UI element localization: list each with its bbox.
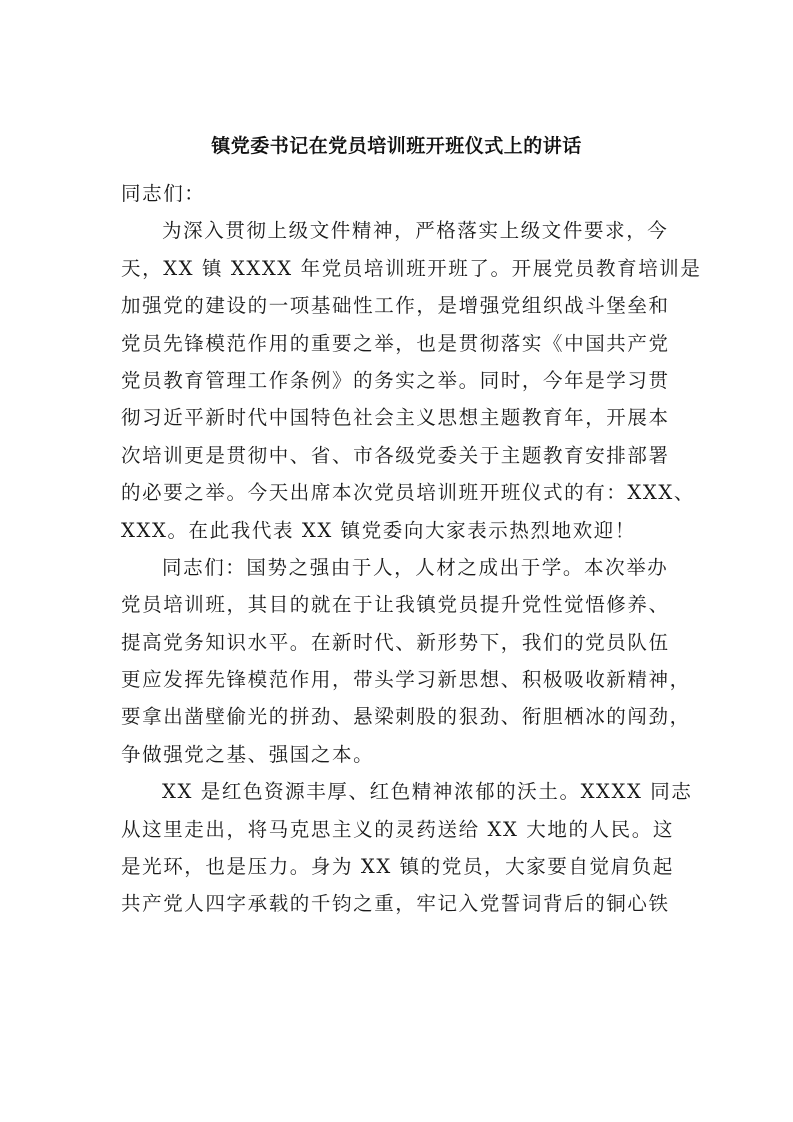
text-line: 天，XX 镇 XXXX 年党员培训班开班了。开展党员教育培训是	[121, 256, 702, 280]
text-line: 加强党的建设的一项基础性工作，是增强党组织战斗堡垒和	[121, 294, 670, 318]
text-line: 更应发挥先锋模范作用，带头学习新思想、积极吸收新精神，	[121, 668, 691, 692]
text-line: 从这里走出，将马克思主义的灵药送给 XX 大地的人民。这	[121, 817, 674, 841]
text-line: 提高党务知识水平。在新时代、新形势下，我们的党员队伍	[121, 630, 670, 654]
text-line: 是光环，也是压力。身为 XX 镇的党员，大家要自觉肩负起	[121, 855, 674, 879]
text-line: 要拿出凿壁偷光的拼劲、悬梁刺股的狠劲、衔胆栖冰的闯劲，	[121, 705, 691, 729]
text-line: XX 是红色资源丰厚、红色精神浓郁的沃土。XXXX 同志	[162, 780, 693, 804]
text-line: XXX。在此我代表 XX 镇党委向大家表示热烈地欢迎！	[121, 518, 637, 542]
text-line: 党员先锋模范作用的重要之举，也是贯彻落实《中国共产党	[121, 331, 670, 355]
text-line: 的必要之举。今天出席本次党员培训班开班仪式的有：XXX、	[121, 481, 695, 505]
salutation-line: 同志们：	[121, 182, 206, 205]
text-line: 次培训更是贯彻中、省、市各级党委关于主题教育安排部署	[121, 443, 670, 467]
text-line: 共产党人四字承载的千钧之重，牢记入党誓词背后的铜心铁	[121, 892, 670, 916]
text-line: 争做强党之基、强国之本。	[121, 742, 375, 766]
text-line: 同志们：国势之强由于人，人材之成出于学。本次举办	[162, 555, 669, 579]
text-line: 彻习近平新时代中国特色社会主义思想主题教育年，开展本	[121, 406, 670, 430]
document-title: 镇党委书记在党员培训班开班仪式上的讲话	[211, 135, 582, 157]
text-line: 为深入贯彻上级文件精神，严格落实上级文件要求，今	[162, 219, 669, 243]
text-line: 党员教育管理工作条例》的务实之举。同时，今年是学习贯	[121, 368, 670, 392]
text-line: 党员培训班，其目的就在于让我镇党员提升党性觉悟修养、	[121, 593, 670, 617]
document-body	[121, 175, 702, 923]
